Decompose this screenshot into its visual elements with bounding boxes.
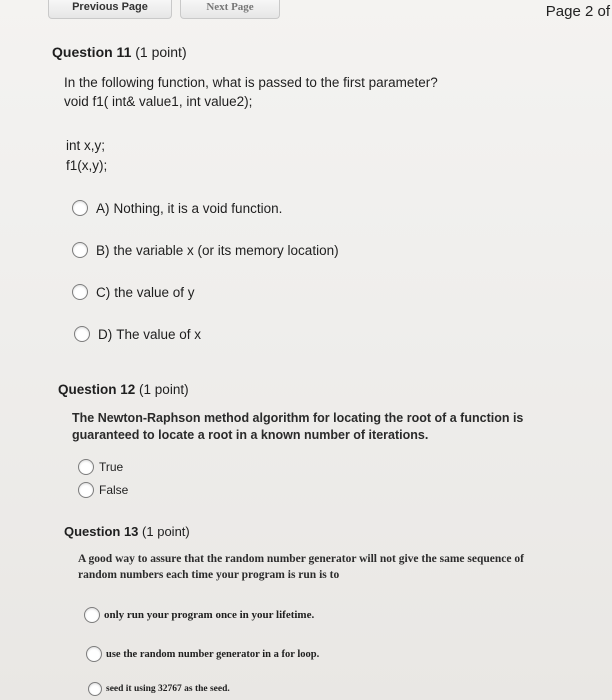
- question-12-text-line2: guaranteed to locate a root in a known number of iterations.: [72, 428, 429, 442]
- question-13-text-line1: A good way to assure that the random number generator will not give the same sequence of: [78, 553, 524, 565]
- option-label: the variable x (or its memory location): [113, 242, 339, 258]
- question-12-points: (1 point): [139, 382, 189, 397]
- option-label: only run your program once in your lifetime.: [104, 609, 315, 621]
- question-11-code-line1: int x,y;: [66, 138, 106, 153]
- question-12-text-line1: The Newton-Raphson method algorithm for locating the root of a function is: [72, 411, 524, 425]
- radio-button-icon[interactable]: [72, 200, 88, 216]
- option-label: The value of x: [116, 326, 202, 342]
- option-key: C): [96, 284, 111, 300]
- question-13-option-b[interactable]: [86, 646, 319, 662]
- question-13-points: (1 point): [142, 524, 190, 539]
- option-label: True: [99, 460, 124, 474]
- option-key: D): [98, 326, 113, 342]
- radio-button-icon[interactable]: [78, 459, 94, 475]
- option-label: use the random number generator in a for loop.: [106, 648, 320, 660]
- question-11-option-a[interactable]: [72, 200, 282, 216]
- option-label: seed it using 32767 as the seed.: [106, 684, 230, 694]
- question-13-option-c[interactable]: [88, 682, 230, 696]
- question-13-option-a[interactable]: [84, 607, 314, 623]
- option-label: Nothing, it is a void function.: [113, 200, 283, 216]
- radio-button-icon[interactable]: [72, 284, 88, 300]
- question-13-title: [64, 524, 190, 539]
- option-key: B): [96, 242, 110, 258]
- previous-page-button[interactable]: Previous Page: [48, 0, 172, 19]
- radio-button-icon[interactable]: [72, 242, 88, 258]
- question-11-points: (1 point): [135, 44, 187, 60]
- question-11-text-line2: void f1( int& value1, int value2);: [64, 94, 253, 109]
- question-11-text-line1: In the following function, what is passed to the first parameter?: [64, 75, 438, 90]
- question-12-option-false[interactable]: [78, 482, 128, 498]
- question-12-number: Question 12: [58, 382, 136, 397]
- question-11-title: [52, 44, 187, 60]
- question-11-option-b[interactable]: [72, 242, 339, 258]
- option-key: A): [96, 200, 110, 216]
- question-12-option-true[interactable]: [78, 459, 123, 475]
- question-12-title: [58, 382, 189, 397]
- page-indicator: Page 2 of: [545, 3, 610, 20]
- question-11-code-line2: f1(x,y);: [66, 158, 108, 173]
- question-13-number: Question 13: [64, 524, 139, 539]
- radio-button-icon[interactable]: [86, 646, 102, 662]
- radio-button-icon[interactable]: [74, 326, 90, 342]
- option-label: the value of y: [114, 284, 195, 300]
- option-label: False: [99, 483, 129, 497]
- question-11-option-c[interactable]: [72, 284, 195, 300]
- question-11-number: Question 11: [52, 44, 132, 60]
- next-page-button[interactable]: Next Page: [180, 0, 280, 19]
- radio-button-icon[interactable]: [78, 482, 94, 498]
- radio-button-icon[interactable]: [84, 607, 100, 623]
- radio-button-icon[interactable]: [88, 682, 102, 696]
- question-13-text-line2: random numbers each time your program is run is to: [78, 569, 340, 581]
- top-navigation-bar: [0, 0, 612, 24]
- question-11-option-d[interactable]: [74, 326, 201, 342]
